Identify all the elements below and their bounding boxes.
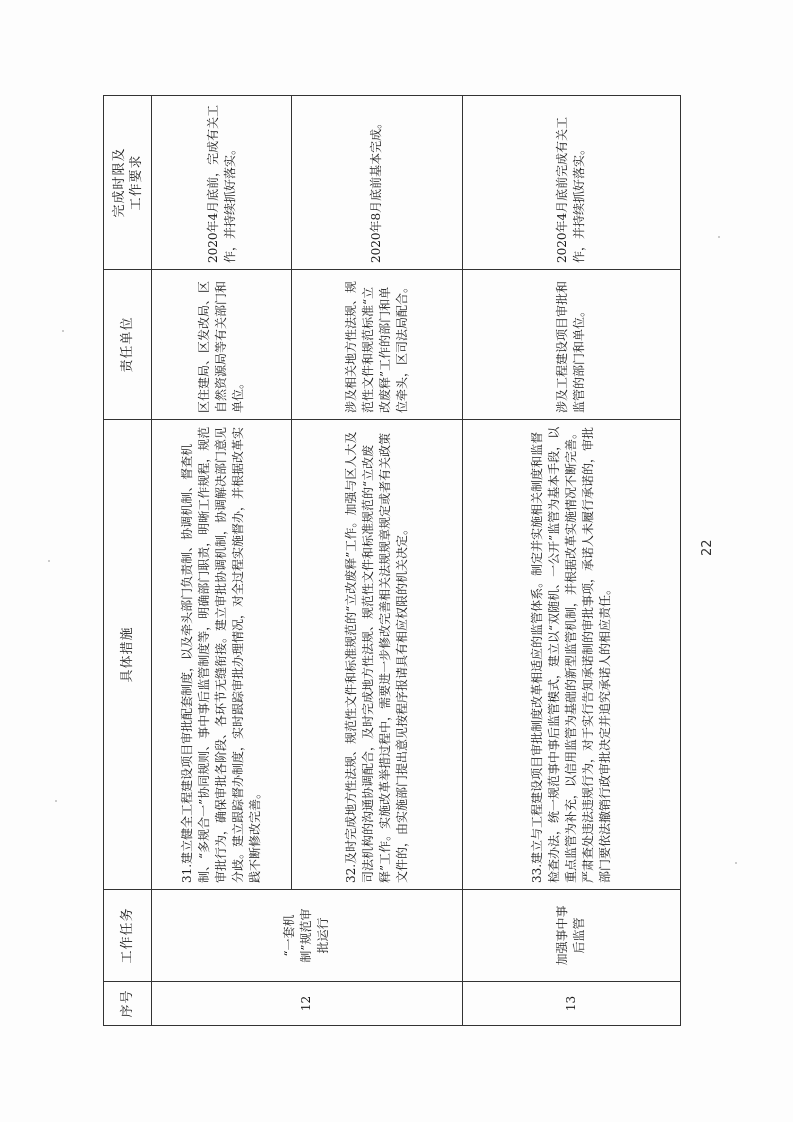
measure-32-unit: 涉及相关地方性法规、规范性文件和规范标准“立改废释”工作的部门和单位牵头，区司法局配合。 [292, 270, 462, 420]
header-task: 工作任务 [104, 890, 152, 982]
page-number: 22 [700, 539, 715, 556]
measure-31-time: 2020年4月底前，完成有关工作，并持续抓好落实。 [152, 96, 292, 270]
scan-speck [735, 862, 737, 864]
row-seq-12: 12 [152, 982, 463, 1026]
measure-31-unit: 区住建局、区发改局、区自然资源局等有关部门和单位。 [152, 270, 292, 420]
table-row [152, 96, 292, 1026]
row-task-12: “一套机 制”规范审 批运行 [152, 890, 463, 982]
header-detail: 具体措施 [104, 420, 152, 890]
measure-32-detail: 32.及时完成地方性法规、规范性文件和标准规范的“立改废释”工作。加强与区人大及司法机构的沟通协调配合，及时完成地方性法规、规范性文件和标准规范的“立改废释”工作。实施改革举措过程中，需要进一步修改完善相关法规规章规定或者有关政策文件的，由实施部门提出意见按程序报请具有相应权限的机关决定。 [292, 420, 462, 890]
scan-speck [55, 800, 57, 802]
measure-32-time: 2020年8月底前基本完成。 [292, 96, 462, 270]
header-time: 完成时限及 工作要求 [104, 96, 152, 270]
measure-33-unit: 涉及工程建设项目审批和监管的部门和单位。 [462, 270, 680, 420]
scan-speck [62, 330, 64, 332]
table-row [462, 96, 680, 1026]
work-task-table [103, 95, 681, 1026]
scan-speck [48, 560, 50, 562]
row-task-13: 加强事中事 后监管 [462, 890, 680, 982]
rotated-table-sheet [103, 96, 681, 1026]
measure-31-detail: 31.建立健全工程建设项目审批配套制度，以及牵头部门负责制、协调机制、督查机制、“多规合一”协同规则、事中事后监管制度等，明确部门职责，明晰工作规程，规范审批行为，确保审批各阶段、各环节无缝衔接。建立审批协调机制，协调解决部门意见分歧。建立跟踪督办制度，实时跟踪审批办理情况，对全过程实施督办，并根据改革实践不断修改完善。 [152, 420, 292, 890]
measure-33-time: 2020年4月底前完成有关工作，并持续抓好落实。 [462, 96, 680, 270]
row-seq-13: 13 [462, 982, 680, 1026]
measure-33-detail: 33.建立与工程建设项目审批制度改革相适应的监管体系。制定并实施相关制度和监督检查办法，统一规范事中事后监管模式，建立以“双随机、一公开”监管为基本手段，以重点监管为补充，以信用监管为基础的新型监管机制，并根据改革实施情况不断完善。严肃查处违法违规行为，对于实行告知承诺制的审批事项，承诺人未履行承诺的，审批部门要依法撤销行政审批决定并追究承诺人的相应责任。 [462, 420, 680, 890]
header-seq: 序号 [104, 982, 152, 1026]
scan-speck [718, 236, 720, 238]
table-row [292, 96, 462, 1026]
header-unit: 责任单位 [104, 270, 152, 420]
table-header-row [104, 96, 152, 1026]
